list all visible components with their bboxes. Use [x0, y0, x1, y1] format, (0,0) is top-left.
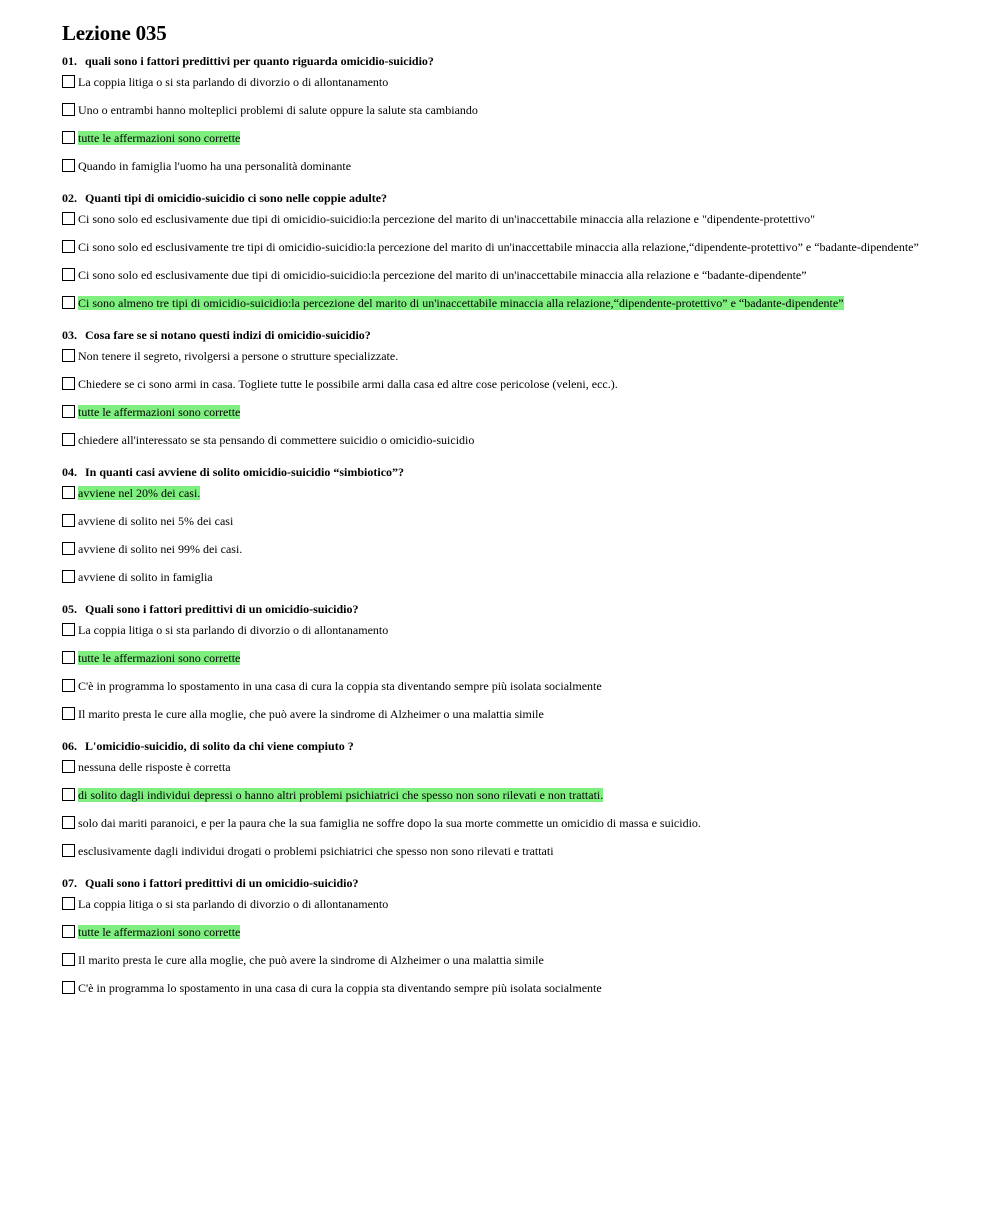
answer-text [78, 844, 942, 858]
answer-label: La coppia litiga o si sta parlando di divorzio o di allontanamento [78, 897, 389, 911]
checkbox-icon[interactable] [62, 707, 75, 720]
highlighted-answer: tutte le affermazioni sono corrette [78, 651, 241, 665]
question-text: In quanti casi avviene di solito omicidio-suicidio “simbiotico”? [85, 465, 405, 479]
answer-text-correct [78, 486, 200, 500]
checkbox-icon[interactable] [62, 103, 75, 116]
answer-text-correct [78, 788, 603, 802]
answer-option [62, 570, 942, 584]
question-title [62, 53, 942, 69]
question-text: Quanti tipi di omicidio-suicidio ci sono nelle coppie adulte? [85, 191, 388, 205]
answer-option [62, 925, 942, 939]
question-list [62, 53, 942, 995]
answer-option [62, 542, 942, 556]
checkbox-icon[interactable] [62, 953, 75, 966]
question-number: 01. [62, 54, 77, 68]
answer-option [62, 844, 942, 858]
question-text: quali sono i fattori predittivi per quanto riguarda omicidio-suicidio? [85, 54, 434, 68]
question-block [62, 738, 942, 858]
document-page [62, 20, 942, 1012]
question-number: 06. [62, 739, 77, 753]
checkbox-icon[interactable] [62, 514, 75, 527]
answer-label: solo dai mariti paranoici, e per la paura che la sua famiglia ne soffre dopo la sua morte commette un omicidio di massa e suicidio. [78, 816, 701, 830]
answer-text-correct [78, 131, 240, 145]
answer-text [78, 897, 942, 911]
checkbox-icon[interactable] [62, 212, 75, 225]
answer-label: nessuna delle risposte è corretta [78, 760, 231, 774]
checkbox-icon[interactable] [62, 159, 75, 172]
checkbox-icon[interactable] [62, 486, 75, 499]
answer-option [62, 953, 942, 967]
question-title [62, 875, 942, 891]
answer-option [62, 296, 942, 310]
answer-label: Ci sono solo ed esclusivamente due tipi di omicidio-suicidio:la percezione del marito di un'inaccettabile minaccia alla relazione e “badante-dipendente” [78, 268, 807, 282]
checkbox-icon[interactable] [62, 679, 75, 692]
checkbox-icon[interactable] [62, 816, 75, 829]
question-block [62, 464, 942, 584]
question-title [62, 327, 942, 343]
checkbox-icon[interactable] [62, 268, 75, 281]
answer-label: Ci sono solo ed esclusivamente tre tipi di omicidio-suicidio:la percezione del marito di un'inaccettabile minaccia alla relazione,“dipendente-protettivo” e “badante-dipendente” [78, 240, 919, 254]
answer-option [62, 623, 942, 637]
answer-option [62, 212, 942, 226]
question-text: L'omicidio-suicidio, di solito da chi viene compiuto ? [85, 739, 354, 753]
answer-option [62, 816, 942, 830]
question-title [62, 738, 942, 754]
answer-label: chiedere all'interessato se sta pensando di commettere suicidio o omicidio-suicidio [78, 433, 475, 447]
page-title: Lezione 035 [62, 21, 167, 45]
checkbox-icon[interactable] [62, 651, 75, 664]
highlighted-answer: tutte le affermazioni sono corrette [78, 925, 241, 939]
answer-text [78, 679, 942, 693]
answer-text [78, 623, 942, 637]
answer-text [78, 75, 942, 89]
question-text: Quali sono i fattori predittivi di un omicidio-suicidio? [85, 602, 359, 616]
highlighted-answer: Ci sono almeno tre tipi di omicidio-suicidio:la percezione del marito di un'inaccettabile minaccia alla relazione,“dipendente-protettivo” e “badante-dipendente” [78, 296, 844, 310]
answer-option [62, 788, 942, 802]
question-block [62, 53, 942, 173]
checkbox-icon[interactable] [62, 377, 75, 390]
answer-label: Il marito presta le cure alla moglie, che può avere la sindrome di Alzheimer o una malattia simile [78, 707, 544, 721]
question-title [62, 190, 942, 206]
question-number: 07. [62, 876, 77, 890]
question-number: 04. [62, 465, 77, 479]
answer-text [78, 212, 942, 226]
answer-option [62, 981, 942, 995]
answer-text [78, 707, 942, 721]
answer-label: La coppia litiga o si sta parlando di divorzio o di allontanamento [78, 75, 389, 89]
answer-label: avviene di solito nei 99% dei casi. [78, 542, 243, 556]
answer-option [62, 405, 942, 419]
answer-text [78, 103, 942, 117]
answer-label: avviene di solito in famiglia [78, 570, 213, 584]
answer-option [62, 707, 942, 721]
answer-option [62, 131, 942, 145]
checkbox-icon[interactable] [62, 623, 75, 636]
question-text: Cosa fare se si notano questi indizi di omicidio-suicidio? [85, 328, 371, 342]
answer-text [78, 981, 942, 995]
checkbox-icon[interactable] [62, 788, 75, 801]
answer-text [78, 377, 942, 391]
answer-label: avviene di solito nei 5% dei casi [78, 514, 234, 528]
answer-label: Ci sono solo ed esclusivamente due tipi di omicidio-suicidio:la percezione del marito di un'inaccettabile minaccia alla relazione e "dipendente-protettivo" [78, 212, 816, 226]
answer-label: esclusivamente dagli individui drogati o problemi psichiatrici che spesso non sono rilevati e trattati [78, 844, 554, 858]
checkbox-icon[interactable] [62, 240, 75, 253]
answer-option [62, 433, 942, 447]
highlighted-answer: avviene nel 20% dei casi. [78, 486, 201, 500]
answer-label: La coppia litiga o si sta parlando di divorzio o di allontanamento [78, 623, 389, 637]
checkbox-icon[interactable] [62, 897, 75, 910]
answer-text [78, 760, 942, 774]
checkbox-icon[interactable] [62, 925, 75, 938]
answer-text [78, 240, 942, 254]
answer-label: C'è in programma lo spostamento in una casa di cura la coppia sta diventando sempre più isolata socialmente [78, 981, 602, 995]
question-text: Quali sono i fattori predittivi di un omicidio-suicidio? [85, 876, 359, 890]
answer-option [62, 760, 942, 774]
answer-text [78, 570, 942, 584]
answer-option [62, 651, 942, 665]
answer-label: Non tenere il segreto, rivolgersi a persone o strutture specializzate. [78, 349, 399, 363]
question-block [62, 190, 942, 310]
question-number: 05. [62, 602, 77, 616]
question-title [62, 464, 942, 480]
answer-option [62, 377, 942, 391]
checkbox-icon[interactable] [62, 131, 75, 144]
answer-label: Chiedere se ci sono armi in casa. Togliete tutte le possibile armi dalla casa ed altre cose pericolose (veleni, ecc.). [78, 377, 618, 391]
question-block [62, 601, 942, 721]
answer-text-correct [78, 651, 240, 665]
question-number: 02. [62, 191, 77, 205]
answer-option [62, 514, 942, 528]
answer-option [62, 75, 942, 89]
highlighted-answer: tutte le affermazioni sono corrette [78, 405, 241, 419]
answer-option [62, 103, 942, 117]
answer-text [78, 433, 942, 447]
checkbox-icon[interactable] [62, 542, 75, 555]
answer-text [78, 953, 942, 967]
answer-text-correct [78, 405, 240, 419]
answer-option [62, 240, 942, 254]
answer-option [62, 349, 942, 363]
answer-option [62, 486, 942, 500]
answer-option [62, 159, 942, 173]
answer-text-correct [78, 296, 844, 310]
answer-text [78, 816, 942, 830]
highlighted-answer: tutte le affermazioni sono corrette [78, 131, 241, 145]
checkbox-icon[interactable] [62, 570, 75, 583]
answer-text [78, 159, 942, 173]
question-block [62, 875, 942, 995]
highlighted-answer: di solito dagli individui depressi o hanno altri problemi psichiatrici che spesso non sono rilevati e non trattati. [78, 788, 604, 802]
checkbox-icon[interactable] [62, 433, 75, 446]
checkbox-icon[interactable] [62, 981, 75, 994]
answer-option [62, 897, 942, 911]
checkbox-icon[interactable] [62, 296, 75, 309]
answer-option [62, 268, 942, 282]
answer-option [62, 679, 942, 693]
checkbox-icon[interactable] [62, 405, 75, 418]
question-number: 03. [62, 328, 77, 342]
answer-label: Quando in famiglia l'uomo ha una personalità dominante [78, 159, 352, 173]
question-block [62, 327, 942, 447]
checkbox-icon[interactable] [62, 844, 75, 857]
answer-label: Uno o entrambi hanno molteplici problemi di salute oppure la salute sta cambiando [78, 103, 478, 117]
answer-text-correct [78, 925, 240, 939]
checkbox-icon[interactable] [62, 349, 75, 362]
answer-text [78, 542, 942, 556]
checkbox-icon[interactable] [62, 760, 75, 773]
answer-text [78, 514, 942, 528]
answer-text [78, 268, 942, 282]
answer-label: Il marito presta le cure alla moglie, che può avere la sindrome di Alzheimer o una malattia simile [78, 953, 544, 967]
answer-label: C'è in programma lo spostamento in una casa di cura la coppia sta diventando sempre più isolata socialmente [78, 679, 602, 693]
question-title [62, 601, 942, 617]
checkbox-icon[interactable] [62, 75, 75, 88]
answer-text [78, 349, 942, 363]
